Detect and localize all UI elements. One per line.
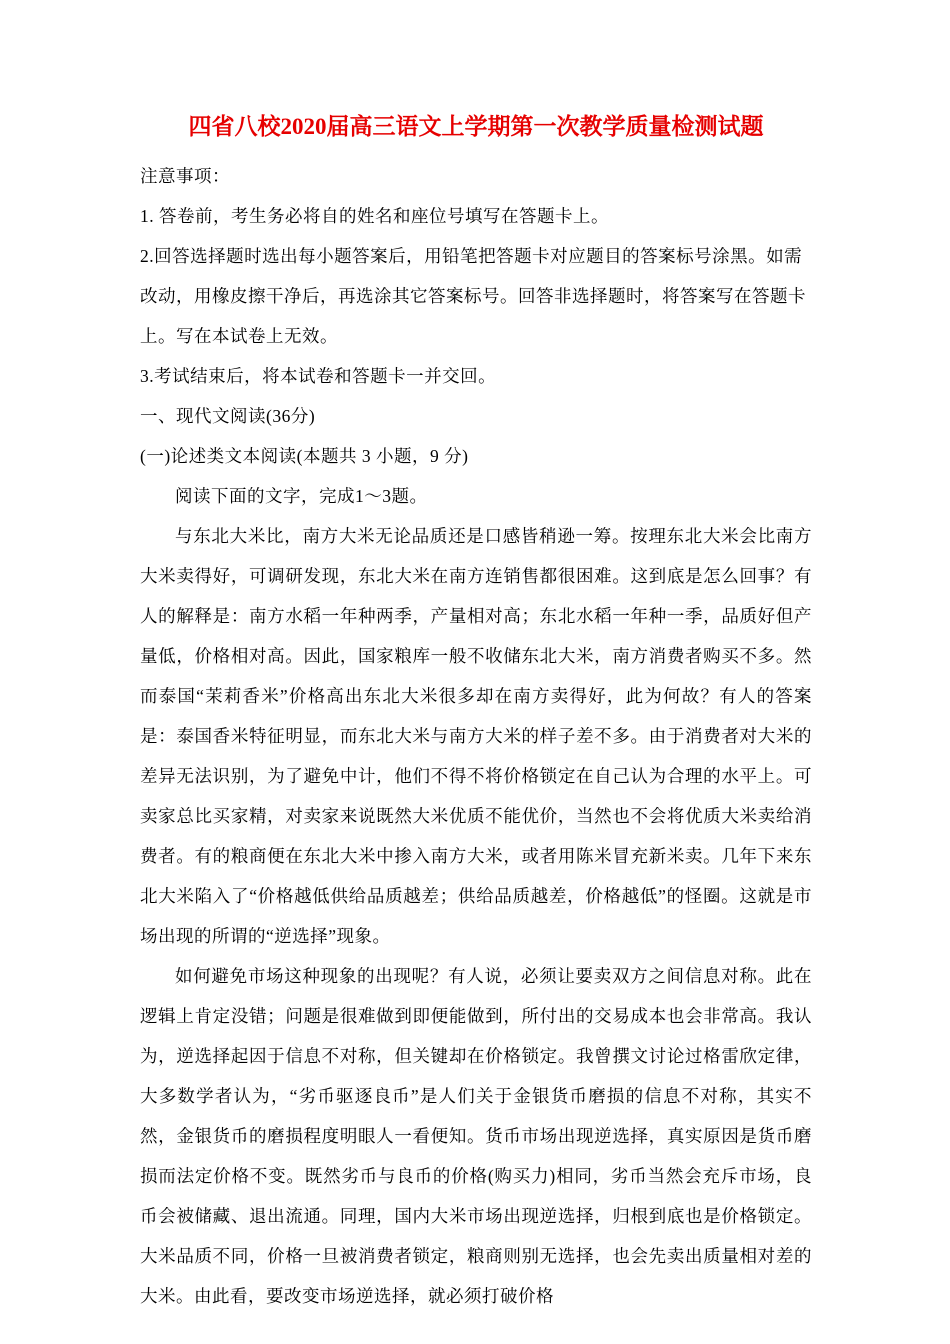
reading-instruction: 阅读下面的文字，完成1～3题。 xyxy=(175,486,428,506)
body-paragraph-2: 如何避免市场这种现象的出现呢？有人说，必须让要卖双方之间信息对称。此在逻辑上肯定没错；问题是很难做到即便能做到，所付出的交易成本也会非常高。我认为，逆选择起因于信息不对称，但关键却在价格锁定。我曾撰文讨论过格雷欣定律，大多数学者认为，“劣币驱逐良币”是人们关于金银货币磨损的信息不对称，其实不然，金银货币的磨损程度明眼人一看便知。货币市场出现逆选择，真实原因是货币磨损而法定价格不变。既然劣币与良币的价格(购买力)相同，劣币当然会充斥市场，良币会被储藏、退出流通。同理，国内大米市场出现逆选择，归根到底也是价格锁定。大米品质不同，价格一旦被消费者锁定，粮商则别无选择，也会先卖出质量相对差的大米。由此看，要改变市场逆选择，就必须打破价格 xyxy=(140,966,812,1306)
document-title: 四省八校2020届高三语文上学期第一次教学质量检测试题 xyxy=(188,114,764,139)
notice-heading: 注意事项： xyxy=(140,166,230,186)
body-paragraph-1: 与东北大米比，南方大米无论品质还是口感皆稍逊一筹。按理东北大米会比南方大米卖得好，可调研发现，东北大米在南方连销售都很困难。这到底是怎么回事？有人的解释是：南方水稻一年种两季，产量相对高；东北水稻一年种一季，品质好但产量低，价格相对高。因此，国家粮库一般不收储东北大米，南方消费者购买不多。然而泰国“茉莉香米”价格高出东北大米很多却在南方卖得好，此为何故？有人的答案是：泰国香米特征明显，而东北大米与南方大米的样子差不多。由于消费者对大米的差异无法识别，为了避免中计，他们不得不将价格锁定在自己认为合理的水平上。可卖家总比买家精，对卖家来说既然大米优质不能优价，当然也不会将优质大米卖给消费者。有的粮商便在东北大米中掺入南方大米，或者用陈米冒充新米卖。几年下来东北大米陷入了“价格越低供给品质越差；供给品质越差，价格越低”的怪圈。这就是市场出现的所谓的“逆选择”现象。 xyxy=(140,526,812,946)
notice-item-2: 2.回答选择题时选出每小题答案后，用铅笔把答题卡对应题目的答案标号涂黑。如需改动，用橡皮擦干净后，再选涂其它答案标号。回答非选择题时，将答案写在答题卡上。写在本试卷上无效。 xyxy=(140,246,806,346)
notice-item-1: 1. 答卷前，考生务必将自的姓名和座位号填写在答题卡上。 xyxy=(140,206,609,226)
notice-item-3: 3.考试结束后，将本试卷和答题卡一并交回。 xyxy=(140,366,497,386)
section-heading: 一、现代文阅读(36分) xyxy=(140,406,316,426)
subsection-heading: (一)论述类文本阅读(本题共 3 小题，9 分) xyxy=(140,446,469,466)
